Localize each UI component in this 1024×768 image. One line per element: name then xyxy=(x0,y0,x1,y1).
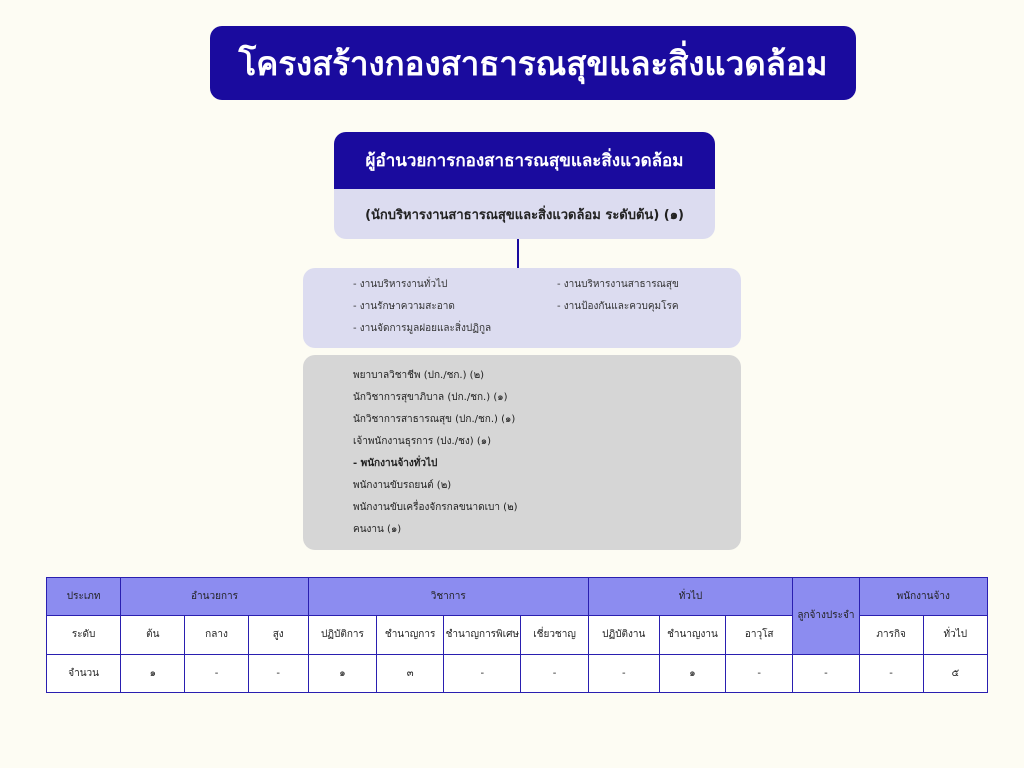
count-cell: - xyxy=(588,654,659,692)
table-row xyxy=(47,578,988,616)
group-header-permanent: ลูกจ้างประจำ xyxy=(793,578,859,655)
count-cell: - xyxy=(248,654,308,692)
count-cell: - xyxy=(185,654,248,692)
level-cell: อาวุโส xyxy=(726,616,793,654)
staff-item: นักวิชาการสาธารณสุข (ปก./ชก.) (๑) xyxy=(353,414,516,425)
staff-item: เจ้าพนักงานธุรการ (ปง./ชง) (๑) xyxy=(353,436,491,447)
count-cell: ๑ xyxy=(121,654,185,692)
level-cell: ชำนาญการพิเศษ xyxy=(444,616,521,654)
page-title: โครงสร้างกองสาธารณสุขและสิ่งแวดล้อม xyxy=(210,26,856,100)
level-cell: ชำนาญงาน xyxy=(659,616,725,654)
task-item: - งานรักษาความสะอาด xyxy=(353,301,455,312)
level-cell: กลาง xyxy=(185,616,248,654)
count-header: จำนวน xyxy=(47,654,121,692)
director-subtitle: (นักบริหารงานสาธารณสุขและสิ่งแวดล้อม ระดับต้น) (๑) xyxy=(365,207,684,223)
level-cell: สูง xyxy=(248,616,308,654)
level-cell: ชำนาญการ xyxy=(377,616,444,654)
count-cell: - xyxy=(726,654,793,692)
staff-item: พยาบาลวิชาชีพ (ปก./ชก.) (๒) xyxy=(353,370,485,381)
task-item: - งานบริหารงานสาธารณสุข xyxy=(557,279,679,290)
count-cell: - xyxy=(793,654,859,692)
level-cell: ปฏิบัติงาน xyxy=(588,616,659,654)
group-header-admin: อำนวยการ xyxy=(121,578,309,616)
group-header-employee: พนักงานจ้าง xyxy=(859,578,987,616)
staff-box xyxy=(303,355,741,550)
count-cell: - xyxy=(444,654,521,692)
connector-line xyxy=(517,239,519,268)
level-cell: ปฏิบัติการ xyxy=(308,616,376,654)
staff-item: นักวิชาการสุขาภิบาล (ปก./ชก.) (๑) xyxy=(353,392,508,403)
task-item: - งานป้องกันและควบคุมโรค xyxy=(557,301,679,312)
group-header-academic: วิชาการ xyxy=(308,578,588,616)
level-cell: ภารกิจ xyxy=(859,616,923,654)
staff-list xyxy=(353,365,518,541)
task-item: - งานบริหารงานทั่วไป xyxy=(353,279,448,290)
level-cell: ทั่วไป xyxy=(923,616,987,654)
level-cell: เชี่ยวชาญ xyxy=(521,616,588,654)
position-table xyxy=(46,577,988,693)
group-header-general: ทั่วไป xyxy=(588,578,793,616)
level-header: ระดับ xyxy=(47,616,121,654)
director-title: ผู้อำนวยการกองสาธารณสุขและสิ่งแวดล้อม xyxy=(334,132,715,189)
level-cell: ต้น xyxy=(121,616,185,654)
type-header: ประเภท xyxy=(47,578,121,616)
count-cell: ๑ xyxy=(659,654,725,692)
table-row xyxy=(47,654,988,692)
count-cell: - xyxy=(521,654,588,692)
director-box xyxy=(334,132,715,239)
staff-item: คนงาน (๑) xyxy=(353,524,402,535)
count-cell: ๓ xyxy=(377,654,444,692)
count-cell: ๑ xyxy=(308,654,376,692)
staff-item: พนักงานขับเครื่องจักรกลขนาดเบา (๒) xyxy=(353,502,518,513)
staff-item: พนักงานขับรถยนต์ (๒) xyxy=(353,480,452,491)
task-item: - งานจัดการมูลฝอยและสิ่งปฏิกูล xyxy=(353,323,492,334)
staff-group-heading: - พนักงานจ้างทั่วไป xyxy=(353,458,438,469)
tasks-box xyxy=(303,268,741,348)
count-cell: - xyxy=(859,654,923,692)
count-cell: ๕ xyxy=(923,654,987,692)
